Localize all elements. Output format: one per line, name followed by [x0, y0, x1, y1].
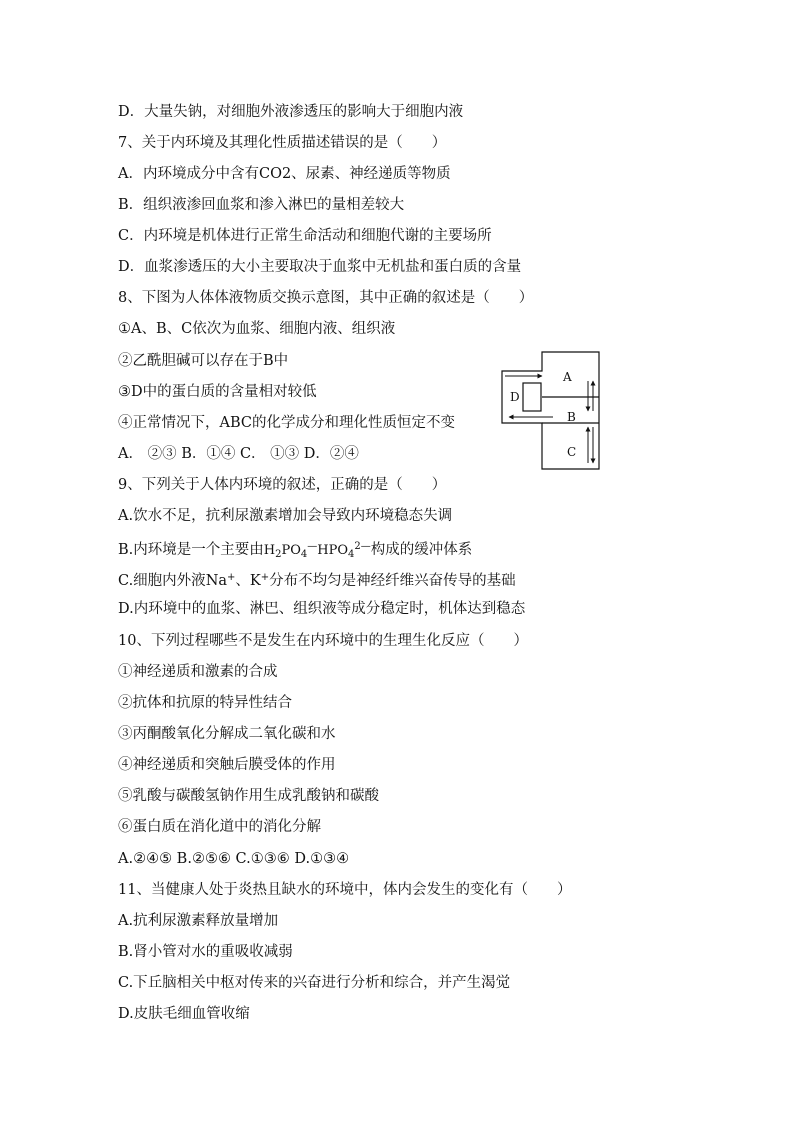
label-b: B: [567, 410, 576, 424]
q11-stem: 11、当健康人处于炎热且缺水的环境中，体内会发生的变化有（ ）: [118, 882, 572, 898]
q10-item-4: ④神经递质和突触后膜受体的作用: [118, 757, 336, 773]
cell-box: [523, 383, 541, 411]
q9-option-a: A.饮水不足，抗利尿激素增加会导致内环境稳态失调: [118, 508, 453, 524]
q9-option-c: C.细胞内外液Na+、K+分布不均匀是神经纤维兴奋传导的基础: [118, 572, 516, 589]
q10-stem: 10、下列过程哪些不是发生在内环境中的生理生化反应（ ）: [118, 633, 528, 649]
q9c-prefix: C.细胞内外液: [118, 573, 206, 589]
q8-statement-4: ④正常情况下，ABC的化学成分和理化性质恒定不变: [118, 415, 455, 431]
q9b-suffix: 构成的缓冲体系: [370, 542, 473, 558]
q7-option-d: D．血浆渗透压的大小主要取决于血浆中无机盐和蛋白质的含量: [118, 259, 522, 275]
q11-option-c: C.下丘脑相关中枢对传来的兴奋进行分析和综合，并产生渴觉: [118, 975, 511, 991]
q9c-suffix: 分布不均匀是神经纤维兴奋传导的基础: [269, 573, 516, 589]
q8-stem: 8、下图为人体体液物质交换示意图，其中正确的叙述是（ ）: [118, 290, 534, 306]
q11-option-d: D.皮肤毛细血管收缩: [118, 1006, 250, 1022]
q9-option-b: [118, 538, 472, 564]
q11-option-a: A.抗利尿激素释放量增加: [118, 913, 279, 929]
q7-option-c: C．内环境是机体进行正常生命活动和细胞代谢的主要场所: [118, 228, 492, 244]
ion-hydrogen-phosphate: $HPO_4^{2—}$: [317, 541, 371, 560]
ion-dihydrogen-phosphate: $H_2PO_4^—$: [263, 541, 318, 560]
q9b-prefix: B.内环境是一个主要由: [118, 542, 264, 558]
q8-options: A． ②③ B．①④ C． ①③ D．②④: [118, 446, 359, 462]
q9-option-d: D.内环境中的血浆、淋巴、组织液等成分稳定时，机体达到稳态: [118, 601, 526, 617]
q10-item-3: ③丙酮酸氧化分解成二氧化碳和水: [118, 726, 336, 742]
q8-statement-3: ③D中的蛋白质的含量相对较低: [118, 384, 317, 400]
ion-potassium: K+: [249, 572, 270, 589]
q10-options: A.②④⑤ B.②⑤⑥ C.①③⑥ D.①③④: [118, 851, 350, 867]
q10-item-6: ⑥蛋白质在消化道中的消化分解: [118, 819, 321, 835]
body-fluid-exchange-diagram: [495, 345, 605, 475]
q8-statement-1: ①A、B、C依次为血浆、细胞内液、组织液: [118, 321, 396, 337]
q7-stem: 7、关于内环境及其理化性质描述错误的是（ ）: [118, 135, 447, 151]
q6-option-d: D．大量失钠，对细胞外液渗透压的影响大于细胞内液: [118, 104, 464, 120]
label-d: D: [510, 390, 520, 404]
q7-option-b: B．组织液渗回血浆和渗入淋巴的量相差较大: [118, 197, 405, 213]
q9-stem: 9、下列关于人体内环境的叙述，正确的是（ ）: [118, 477, 447, 493]
q10-item-1: ①神经递质和激素的合成: [118, 664, 278, 680]
label-c: C: [567, 445, 577, 459]
diagram-outline: [502, 352, 599, 469]
q8-statement-2: ②乙酰胆碱可以存在于B中: [118, 353, 289, 369]
q10-item-5: ⑤乳酸与碳酸氢钠作用生成乳酸钠和碳酸: [118, 788, 379, 804]
q7-option-a: A．内环境成分中含有CO2、尿素、神经递质等物质: [118, 166, 451, 182]
ion-sodium: Na+: [205, 572, 236, 589]
q10-item-2: ②抗体和抗原的特异性结合: [118, 695, 292, 711]
q11-option-b: B.肾小管对水的重吸收减弱: [118, 944, 293, 960]
label-a: A: [563, 370, 572, 384]
